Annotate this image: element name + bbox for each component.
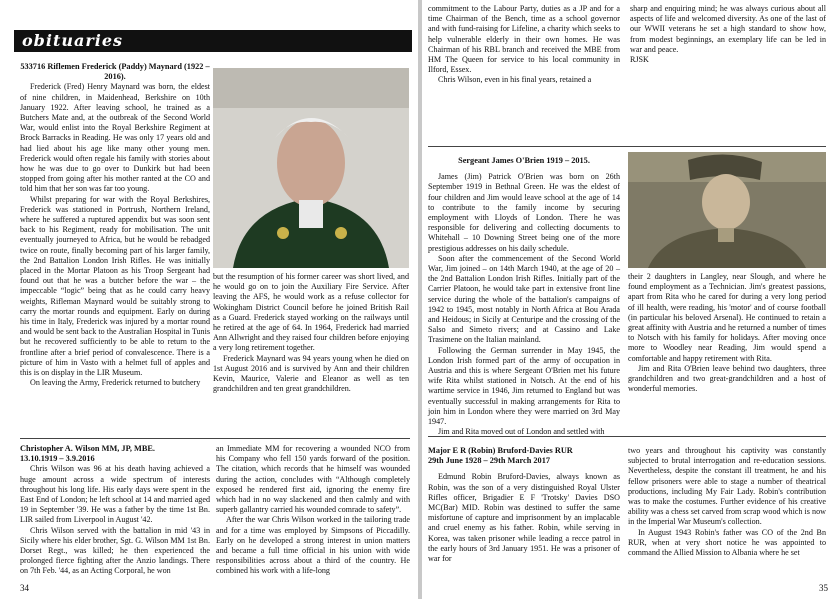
paragraph: Whilst preparing for war with the Royal Berkshires, Frederick was stationed in Portrush, Northern Ireland, where he suffered a ruptured appendix but was soon sent back to his Regiment, ready for mobilisation. The unit eventually journeyed to Africa, but he would be rebadged twice on route, finally becoming part of his larger family, the 2nd Battalion London Irish Rifles. He was initially placed in the Mortar Platoon as his Troop Sergeant had found out that he was a butcher before the war – the impeccable “logic” being that as he could carry heavy weights, Rifleman Maynard would be suitably strong to carry the mortar rounds and equipment. Early on during his time in Italy, Frederick was injured by a mortar round and would be sent back to the Australian Hospital in Tunis but he recovered sufficiently to be able to return to the frontline after a brief period of convalescence. There is a picture of him in Vasto with a helmet full of apples and this is on display in the LIR Museum.	[20, 194, 210, 378]
paragraph: Jim and Rita moved out of London and settled with	[438, 427, 605, 437]
left-page	[0, 0, 418, 599]
bruford-dates: 29th June 1928 – 29th March 2017	[428, 456, 550, 466]
obrien-photo	[628, 152, 826, 268]
wilson-column-3	[428, 4, 620, 86]
paragraph: Following the German surrender in May 1945, the London Irish formed part of the army of occupation in Austria and this is where Sergeant O'Brien met his future wife Rita whilst stationed in Notsch. At the end of his wartime service in 1946, Jim returned to England but was eventually successful in making arrangements for Rita to join him in London where they were married on 3rd May 1947.	[428, 345, 620, 427]
divider	[428, 436, 826, 437]
obrien-column-2	[628, 272, 826, 394]
paragraph: but the resumption of his former career was short lived, and he would go on to join the Auxiliary Fire Service. After leaving the AFS, he would work as a refuse collector for Wokingham District Council before he joined British Rail as a Guard. Frederick stayed working on the railways until he retired at the age of 64. In 1964, Frederick had married Ann Allwright and they raised four children before enjoying a very long retirement together.	[213, 272, 409, 353]
page-number-left: 34	[20, 583, 29, 593]
portrait-image	[213, 68, 409, 268]
bruford-column-1	[428, 446, 620, 564]
paragraph: In August 1943 Robin's father was CO of the 2nd Bn RUR, when at very short notice he was appointed to command the Allied Mission to Albania where he set	[628, 527, 826, 558]
maynard-photo	[213, 68, 409, 268]
paragraph: Soon after the commencement of the Second World War, Jim joined – on 14th March 1940, at the age of 20 – the 2nd Battalion London Irish Rifles. Initially part of the Carrier Platoon, he would take part in extensive front line service during the whole of the battalion's campaigns of 1942 to 1945, most notably in North Africa at Bou Arada and Heidous; in Sicily at Centuripe and the crossing of the Salso and Simeto rivers; and at Cassino and Lake Trasimene on the Italian mainland.	[428, 253, 620, 345]
paragraph: Frederick (Fred) Henry Maynard was born, the eldest of nine children, in Maidenhead, Berkshire on 10th January 1922. After leaving school, he trained as a Butchers Mate and, at the outbreak of the Second World War, would enlist into the Royal Berkshire Regiment at Brock Barracks in Reading. He was only 17 years old and had lied about his age like many other young men. Frederick would often regale his family with stories about how he was due to go over to Dunkirk but had been stopped from going after his mother ranted at the CO and told him that her son was far too young.	[20, 82, 210, 194]
page-number-right: 35	[819, 583, 828, 593]
paragraph: their 2 daughters in Langley, near Slough, and where he found employment as a Technician. Jim's greatest passions, apart from Rita who he cared for during a very long period of ill health, were reading, his 'motor' and of course football (in particular his beloved Arsenal). He continued to retain a great affinity with Austria and he returned a number of times to Notsch with his family for holidays. After moving once more to Woodley near Reading, Jim would spend a comfortable and happy retirement with Rita.	[628, 272, 826, 363]
paragraph: Chris Wilson served with the battalion in mid '43 in Sicily where his elder brother, Sgt. G. Wilson MM 1st Bn. Dorset Regt., was killed; he then experienced the prolonged fierce fighting after the Anzio landings. There on 7th Feb. '44, as an Acting Corporal, he won	[20, 525, 210, 576]
paragraph: On leaving the Army, Frederick returned to butchery	[30, 378, 201, 388]
paragraph: Frederick Maynard was 94 years young when he died on 1st August 2016 and is survived by Ann and their children Kevin, Maurice, Valerie and Eleanor as well as ten grandchildren and ten great grandchildren.	[213, 353, 409, 394]
divider	[20, 438, 410, 439]
bruford-column-2	[628, 446, 826, 558]
maynard-heading: 533716 Riflemen Frederick (Paddy) Maynard (1922 – 2016).	[20, 62, 210, 82]
wilson-dates: 13.10.1919 – 3.9.2016	[20, 454, 95, 464]
wilson-column-4	[630, 4, 826, 65]
wilson-heading: Christopher A. Wilson MM, JP, MBE.	[20, 444, 155, 453]
paragraph: Chris Wilson, even in his final years, retained a	[438, 75, 592, 85]
paragraph: Edmund Robin Bruford-Davies, always known as Robin, was the son of a very distinguished Royal Ulster Rifles officer, Brigadier E F 'Trotsky' Davies DSO MC(Bar) MID. Robin was destined to suffer the same misfortune of capture and imprisonment by an implacable and cruel enemy as his father. Robin, while serving in Korea, was taken prisoner while leading a recce patrol in the early hours of 3rd January 1951. He was a prisoner of war for	[428, 472, 620, 564]
signature: RJSK	[630, 55, 649, 65]
right-page	[422, 0, 840, 599]
divider	[428, 146, 826, 147]
obrien-column-1	[428, 156, 620, 437]
paragraph: After the war Chris Wilson worked in the tailoring trade and for a time was employed by Simpsons of Piccadilly. Early on he developed a strong interest in union matters and became a full time official in his union with wide responsibilities across about a third of the country. He combined his work with a life-long	[216, 515, 410, 576]
soldier-image	[628, 152, 826, 268]
wilson-column-2	[216, 444, 410, 577]
obrien-heading: Sergeant James O'Brien 1919 – 2015.	[458, 156, 590, 165]
paragraph: Jim and Rita O'Brien leave behind two daughters, three grandchildren and two great-grandchildren and a host of wonderful memories.	[628, 363, 826, 394]
maynard-column-1	[20, 62, 210, 389]
bruford-heading: Major E R (Robin) Bruford-Davies RUR	[428, 446, 573, 455]
paragraph: commitment to the Labour Party, duties as a JP and for a time Chairman of the Bench, time as a school governor and with fund-raising for Lifeline, a charity which seeks to help vulnerable elderly in their own homes. He was Chairman of his RBL branch and received the MBE from HM The Queen for service to his local community in Ilford, Essex.	[428, 4, 620, 75]
maynard-column-2	[213, 272, 409, 394]
wilson-column-1	[20, 444, 210, 577]
paragraph: two years and throughout his captivity was constantly subjected to brutal interrogation and re-education sessions. Nevertheless, despite the constant ill treatment, he and his fellow prisoners were able to stage a number of theatrical productions, including My Fair Lady. Robin's contribution was to make the costumes. Further evidence of his creative ability was a chess set carved from scrap wood which is now in the Imperial War Museum's collection.	[628, 446, 826, 527]
paragraph: sharp and enquiring mind; he was always curious about all aspects of life and welcomed diversity. As one of the last of our WWII veterans he set a high standard to show how, from modest beginnings, an exemplary life can be led in war and peace.	[630, 4, 826, 54]
paragraph: Chris Wilson was 96 at his death having achieved a huge amount across a wide spectrum of interests throughout his long life. His early days were spent in the East End of London; he left school at 14 and married aged 19 in September '39. He was a father by the time 1st Bn. LIR sailed from Liverpool in August '42.	[20, 464, 210, 525]
paragraph: an Immediate MM for recovering a wounded NCO from his Company who fell 150 yards forward of the position. The citation, which records that he himself was wounded during the action, concludes with “Although completely exposed he rendered first aid, ignoring the enemy fire which had in no way slackened and then calmly and with superb gallantry carried his wounded comrade to safety”.	[216, 444, 410, 515]
section-title: obituaries	[22, 31, 124, 50]
paragraph: James (Jim) Patrick O'Brien was born on 26th September 1919 in Bethnal Green. He was the eldest of four children and Jim would leave school at the age of 14 to contribute to the family income by securing employment with Lloyds of London. There he was responsible for delivering and collecting documents to Whitehall – 10 Downing Street being one of the more prestigious addresses on his daily schedule.	[428, 172, 620, 253]
section-banner	[14, 30, 412, 52]
